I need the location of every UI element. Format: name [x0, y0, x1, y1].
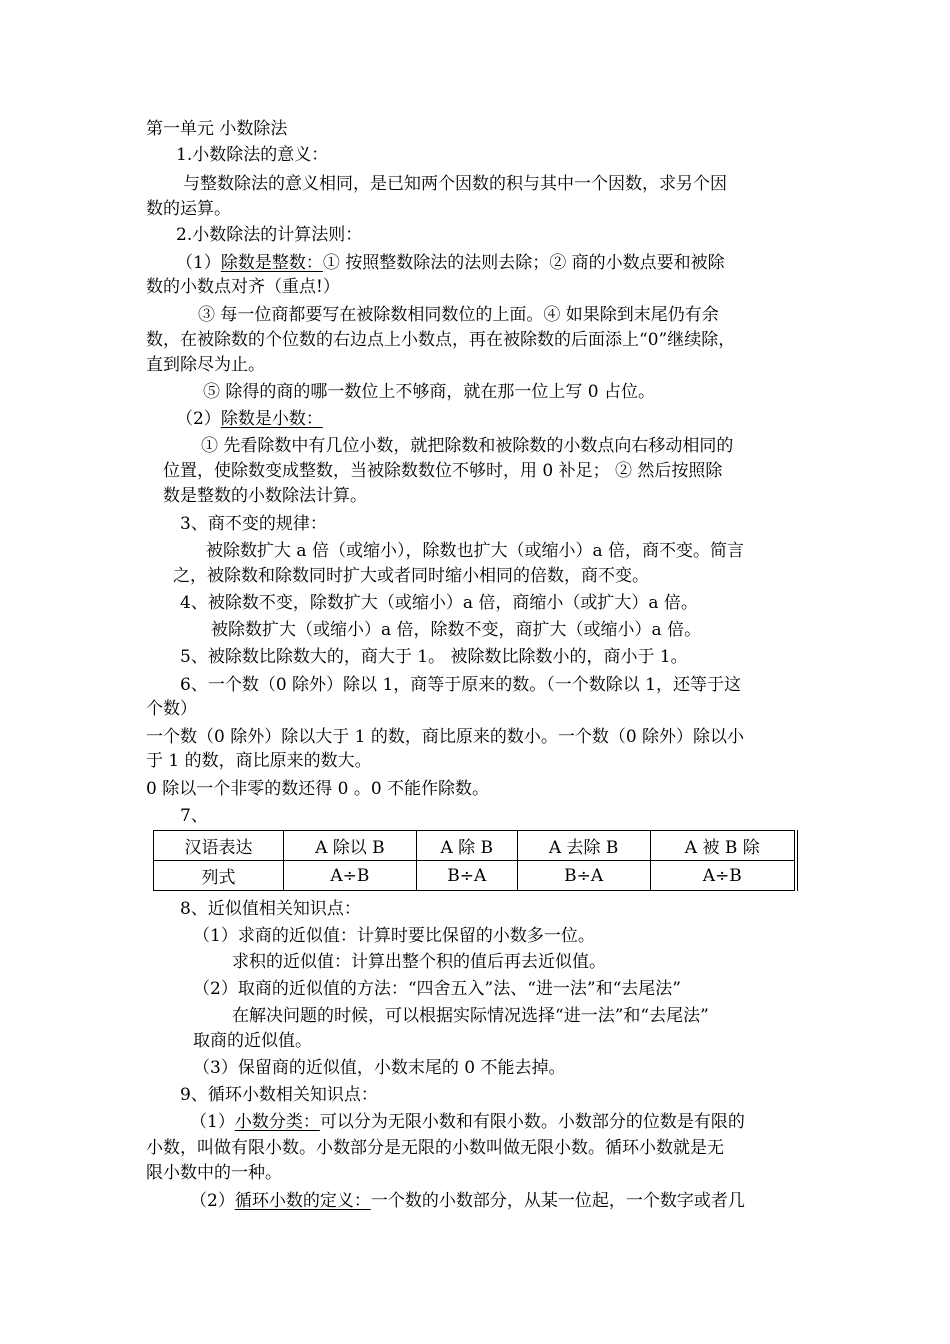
point-1-term: 小数分类： [234, 1112, 320, 1132]
unit-title: 第一单元 小数除法 [146, 119, 288, 139]
rule-2-heading [176, 407, 323, 431]
section-9-point-1-line-3: 限小数中的一种。 [146, 1163, 282, 1183]
rule-1-text: ① 按照整数除法的法则去除；② 商的小数点要和被除 [322, 253, 725, 273]
table-cell: A 除 B [416, 831, 517, 861]
section-2-heading: 2.小数除法的计算法则： [176, 225, 363, 245]
rule-1-line-1 [176, 251, 725, 275]
rule-1-number: （1） [176, 253, 221, 273]
section-8-point-1: （1）求商的近似值：计算时要比保留的小数多一位。 [193, 926, 595, 946]
rule-2-line-2: 位置，使除数变成整数，当被除数数位不够时，用 0 补足； ② 然后按照除 [163, 461, 723, 481]
section-3-heading: 3、商不变的规律： [180, 514, 327, 534]
rule-3-line-2: 数，在被除数的个位数的右边点上小数点，再在被除数的后面添上“0”继续除， [146, 330, 736, 350]
rule-2-term: 除数是小数： [220, 409, 323, 429]
point-2-number: （2） [190, 1191, 235, 1211]
section-8-heading: 8、近似值相关知识点： [180, 899, 361, 919]
table-cell: A÷B [650, 861, 796, 891]
table-cell: A 除以 B [283, 831, 416, 861]
rule-2-line-3: 数是整数的小数除法计算。 [163, 486, 367, 506]
expression-table [153, 830, 798, 891]
section-1-line-1: 与整数除法的意义相同，是已知两个因数的积与其中一个因数，求另个因 [183, 174, 727, 194]
table-row [154, 861, 797, 891]
section-6-line-3: 一个数（0 除外）除以大于 1 的数，商比原来的数小。一个数（0 除外）除以小 [146, 727, 745, 747]
table-cell: 列式 [154, 861, 284, 891]
section-5: 5、被除数比除数大的，商大于 1。 被除数比除数小的，商小于 1。 [180, 647, 688, 667]
rule-1-line-2: 数的小数点对齐（重点!） [146, 277, 340, 297]
point-2-term: 循环小数的定义： [234, 1191, 371, 1211]
section-8-point-2: （2）取商的近似值的方法：“四舍五入”法、“进一法”和“去尾法” [193, 979, 681, 999]
rule-3-line-3: 直到除尽为止。 [146, 355, 265, 375]
rule-3-line-1: ③ 每一位商都要写在被除数相同数位的上面。④ 如果除到末尾仍有余 [198, 305, 719, 325]
rule-5: ⑤ 除得的商的哪一数位上不够商，就在那一位上写 0 占位。 [203, 382, 656, 402]
table-row [154, 831, 797, 861]
section-8-point-2c: 取商的近似值。 [193, 1031, 312, 1051]
table-cell: A 去除 B [517, 831, 650, 861]
section-8-point-3: （3）保留商的近似值，小数末尾的 0 不能去掉。 [193, 1058, 566, 1078]
section-4-line-2: 被除数扩大（或缩小）a 倍，除数不变，商扩大（或缩小）a 倍。 [211, 620, 702, 640]
section-7-heading: 7、 [180, 806, 208, 826]
section-1-line-2: 数的运算。 [146, 199, 231, 219]
section-9-heading: 9、循环小数相关知识点： [180, 1085, 378, 1105]
table-cell: A÷B [283, 861, 416, 891]
section-6-line-1: 6、一个数（0 除外）除以 1，商等于原来的数。（一个数除以 1，还等于这 [180, 675, 741, 695]
section-1-heading: 1.小数除法的意义： [176, 145, 329, 165]
section-9-point-1-line-2: 小数，叫做有限小数。小数部分是无限的小数叫做无限小数。循环小数就是无 [146, 1138, 724, 1158]
section-8-point-1b: 求积的近似值：计算出整个积的值后再去近似值。 [232, 952, 606, 972]
section-9-point-1-line-1 [190, 1110, 745, 1134]
table-cell: B÷A [416, 861, 517, 891]
table-cell: 汉语表达 [154, 831, 284, 861]
section-8-point-2b: 在解决问题的时候，可以根据实际情况选择“进一法”和“去尾法” [232, 1006, 709, 1026]
section-4-line-1: 4、被除数不变，除数扩大（或缩小）a 倍，商缩小（或扩大）a 倍。 [180, 593, 698, 613]
section-3-line-2: 之，被除数和除数同时扩大或者同时缩小相同的倍数，商不变。 [173, 566, 649, 586]
point-1-number: （1） [190, 1112, 235, 1132]
section-6-line-2: 个数） [146, 699, 197, 719]
section-6-line-5: 0 除以一个非零的数还得 0 。0 不能作除数。 [146, 779, 490, 799]
point-1-text: 可以分为无限小数和有限小数。小数部分的位数是有限的 [319, 1112, 745, 1132]
section-6-line-4: 于 1 的数，商比原来的数大。 [146, 751, 372, 771]
section-9-point-2-line-1 [190, 1189, 745, 1213]
rule-2-line-1: ① 先看除数中有几位小数，就把除数和被除数的小数点向右移动相同的 [201, 436, 734, 456]
rule-1-term: 除数是整数： [220, 253, 323, 273]
table-cell: A 被 B 除 [650, 831, 796, 861]
table-cell: B÷A [517, 861, 650, 891]
point-2-text: 一个数的小数部分，从某一位起，一个数字或者几 [370, 1191, 745, 1211]
section-3-line-1: 被除数扩大 a 倍（或缩小），除数也扩大（或缩小）a 倍，商不变。简言 [206, 541, 744, 561]
rule-2-number: （2） [176, 409, 221, 429]
